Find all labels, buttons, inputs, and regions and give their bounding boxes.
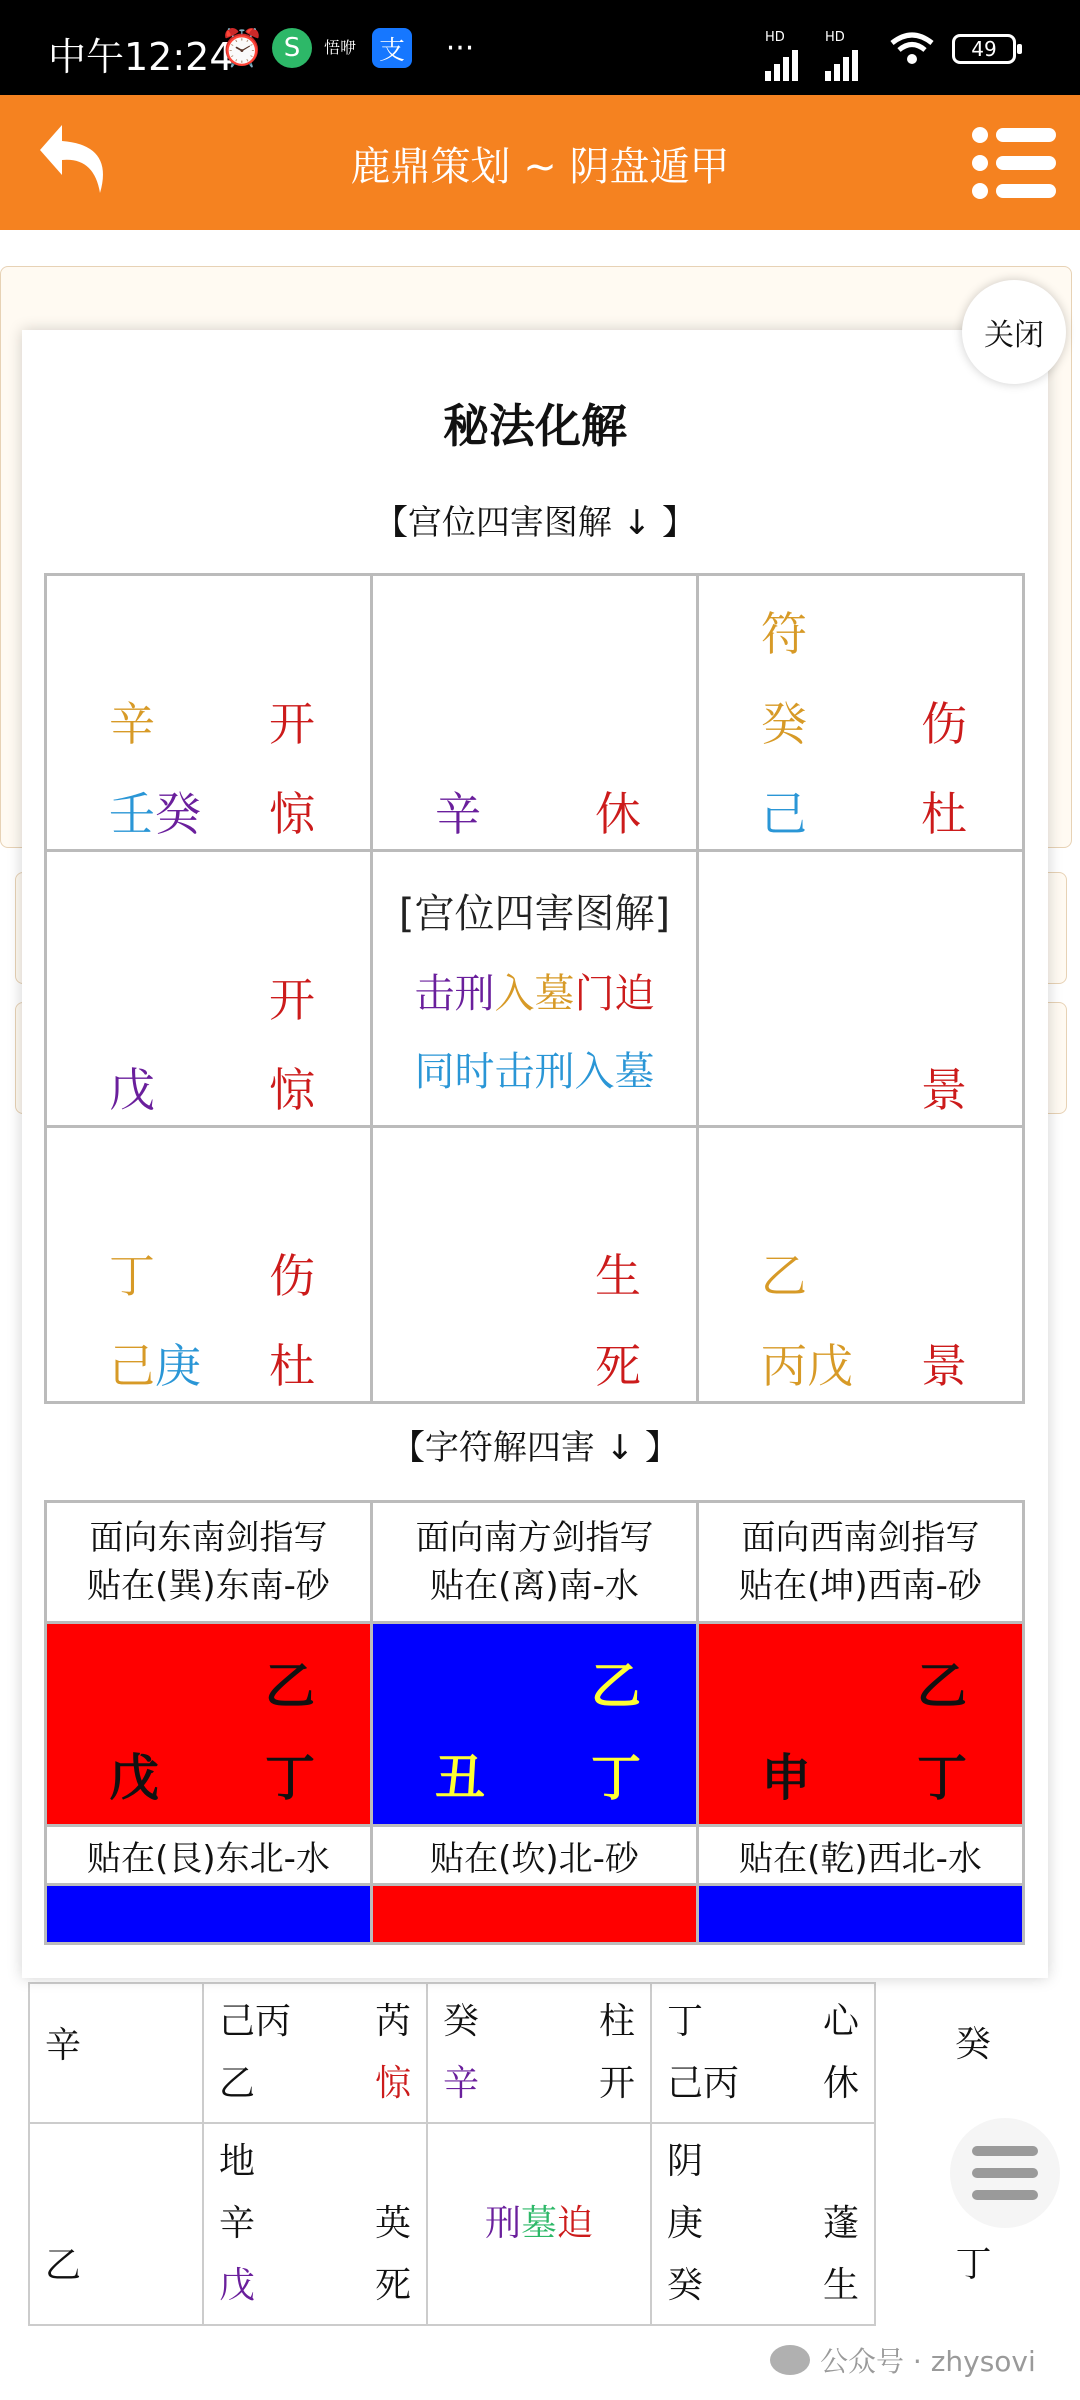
- palace-cell: 辛 休: [372, 575, 698, 851]
- palace-cell: 景: [698, 851, 1024, 1127]
- signal-icon: HD: [765, 30, 798, 81]
- alarm-icon: ⏰: [219, 28, 265, 69]
- menu-icon[interactable]: [970, 123, 1060, 203]
- talisman-color-strip: [698, 1885, 1024, 1944]
- legend-line: 同时击刑入墓: [414, 1049, 655, 1095]
- palace-grid: [44, 573, 1025, 1404]
- chat-notification-icon: 悟咿: [323, 38, 356, 57]
- talisman-instruction: 面向南方剑指写 贴在(离)南-水: [372, 1502, 698, 1623]
- talisman-color-strip: [372, 1885, 698, 1944]
- palace-cell: 生 死: [372, 1127, 698, 1403]
- wechat-icon: [770, 2345, 810, 2375]
- section-heading-talisman: 【字符解四害 ↓ 】: [390, 1428, 680, 1468]
- palace-cell: 乙 丙戊 景: [698, 1127, 1024, 1403]
- bg-cell: 癸 柱 辛 开: [427, 1983, 651, 2123]
- talisman-placement: 贴在(乾)西北-水: [698, 1826, 1024, 1885]
- bg-cell: 丁 心 己丙 休: [651, 1983, 875, 2123]
- close-button[interactable]: 关闭: [962, 280, 1066, 384]
- talisman-placement: 贴在(艮)东北-水: [46, 1826, 372, 1885]
- section-heading-palace: 【宫位四害图解 ↓ 】: [373, 503, 697, 543]
- talisman-table: [44, 1500, 1025, 1945]
- bg-cell: 地 辛 英 戊 死: [203, 2123, 427, 2325]
- bg-cell: 癸: [954, 2024, 991, 2065]
- legend-title: [宫位四害图解]: [398, 891, 671, 937]
- background-chart-table: [28, 1982, 1072, 2326]
- talisman-symbol: 乙 戊 丁: [46, 1623, 372, 1826]
- app-notification-icon: S: [272, 28, 312, 68]
- palace-legend-cell: [372, 851, 698, 1127]
- wifi-icon: [888, 28, 936, 68]
- palace-cell: 辛 开 壬癸 惊: [46, 575, 372, 851]
- talisman-symbol: 乙 丑 丁: [372, 1623, 698, 1826]
- battery-icon: 49: [952, 34, 1016, 64]
- hamburger-icon: [972, 2146, 1038, 2200]
- status-time: 中午12:24: [48, 35, 234, 79]
- alipay-icon: 支: [372, 28, 412, 68]
- talisman-placement: 贴在(坎)北-砂: [372, 1826, 698, 1885]
- bg-cell: 阴 庚 蓬 癸 生: [651, 2123, 875, 2325]
- talisman-instruction: 面向西南剑指写 贴在(坤)西南-砂: [698, 1502, 1024, 1623]
- bg-cell: 丁: [955, 2244, 992, 2285]
- watermark: 公众号 · zhysovi: [770, 2340, 1036, 2380]
- palace-cell: 开 戊 惊: [46, 851, 372, 1127]
- palace-cell: 丁 伤 己庚 杜: [46, 1127, 372, 1403]
- signal-icon-2: HD: [825, 30, 858, 81]
- palace-cell: 符 癸 伤 己 杜: [698, 575, 1024, 851]
- status-bar: [0, 0, 1080, 95]
- legend-line: 击刑入墓门迫: [414, 971, 655, 1017]
- bg-cell: 辛: [29, 1983, 203, 2123]
- app-header: [0, 95, 1080, 230]
- modal-title: 秘法化解: [443, 399, 627, 453]
- more-notifications-icon: ···: [445, 30, 475, 66]
- page-title: 鹿鼎策划 ~ 阴盘遁甲: [350, 144, 730, 190]
- bg-cell: 刑 墓 迫: [427, 2123, 651, 2325]
- bg-cell: 乙: [29, 2123, 203, 2325]
- talisman-symbol: 乙 申 丁: [698, 1623, 1024, 1826]
- floating-menu-button[interactable]: [950, 2118, 1060, 2228]
- remedy-modal: [22, 330, 1048, 1978]
- bg-cell: 己丙 芮 乙 惊: [203, 1983, 427, 2123]
- talisman-instruction: 面向东南剑指写 贴在(巽)东南-砂: [46, 1502, 372, 1623]
- talisman-color-strip: [46, 1885, 372, 1944]
